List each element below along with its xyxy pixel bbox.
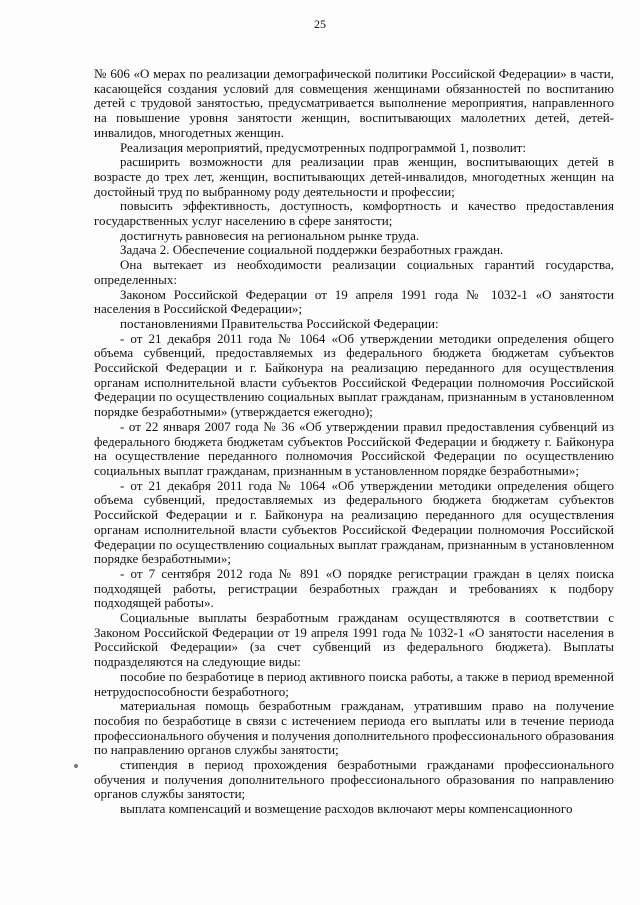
document-body (94, 67, 614, 817)
paragraph: - от 22 января 2007 года № 36 «Об утверждении правил предоставления субвенций из федерального бюджета бюджетам субъектов Российской Федерации и бюджету г. Байконура на осуществление переданного полномочия Российской Федерации по осуществлению социальных выплат гражданам, признанным в установленном порядке безработными»; (94, 418, 614, 478)
paragraph: материальная помощь безработным гражданам, утратившим право на получение пособия по безработице в связи с истечением периода его выплаты или в течение периода профессионального обучения и получения дополнительного профессионального образования по направлению органов службы занятости; (94, 698, 614, 758)
paragraph: пособие по безработице в период активного поиска работы, а также в период временной нетрудоспособности безработного; (94, 668, 614, 699)
paragraph: постановлениями Правительства Российской Федерации: (120, 315, 439, 331)
paragraph: стипендия в период прохождения безработными гражданами профессионального обучения и получения дополнительного профессионального образования по направлению органов службы занятости; (94, 757, 614, 802)
paragraph: - от 21 декабря 2011 года № 1064 «Об утверждении методики определения общего объема субвенций, предоставляемых из федерального бюджета бюджетам субъектов Российской Федерации и г. Байконура на реализацию переданного для осуществления органам исполнительной власти субъектов Российской Федерации полномочия Российской Федерации по осуществлению социальных выплат гражданам, признанным в установленном порядке безработными» (утверждается ежегодно); (94, 330, 614, 420)
page-number: 25 (314, 17, 326, 31)
paragraph: достигнуть равновесия на региональном рынке труда. (120, 227, 420, 243)
paragraph: Реализация мероприятий, предусмотренных подпрограммой 1, позволит: (120, 139, 526, 155)
paragraph: № 606 «О мерах по реализации демографической политики Российской Федерации» в части, касающейся создания условий для совмещения женщинами обязанностей по воспитанию детей с трудовой занятостью, предусматривается выполнение мероприятия, направленного на повышение уровня занятости женщин, воспитывающих малолетних детей, детей-инвалидов, многодетных женщин. (94, 66, 614, 140)
paragraph: - от 21 декабря 2011 года № 1064 «Об утверждении методики определения общего объема субвенций, предоставляемых из федерального бюджета бюджетам субъектов Российской Федерации и г. Байконура на реализацию переданного для осуществления органам исполнительной власти субъектов Российской Федерации полномочия Российской Федерации по осуществлению социальных выплат гражданам, признанным в установленном порядке безработными»; (94, 477, 614, 567)
paragraph: расширить возможности для реализации прав женщин, воспитывающих детей в возрасте до трех лет, женщин, воспитывающих детей-инвалидов, многодетных женщин на достойный труд по выбранному роду деятельности и профессии; (94, 154, 614, 199)
scan-speck (74, 764, 78, 768)
paragraph: Законом Российской Федерации от 19 апреля 1991 года № 1032-1 «О занятости населения в Российской Федерации»; (94, 286, 614, 317)
paragraph: повысить эффективность, доступность, комфортность и качество предоставления государственных услуг населению в сфере занятости; (94, 198, 614, 229)
paragraph: Задача 2. Обеспечение социальной поддержки безработных граждан. (120, 242, 504, 258)
paragraph: Она вытекает из необходимости реализации социальных гарантий государства, определенных: (94, 257, 614, 287)
paragraph: - от 7 сентября 2012 года № 891 «О порядке регистрации граждан в целях поиска подходящей работы, регистрации безработных граждан и требованиях к подбору подходящей работы». (94, 565, 614, 611)
paragraph: Социальные выплаты безработным гражданам осуществляются в соответствии с Законом Российской Федерации от 19 апреля 1991 года № 1032-1 «О занятости населения в Российской Федерации» (за счет субвенций из федерального бюджета). Выплаты подразделяются на следующие виды: (94, 610, 614, 670)
paragraph: выплата компенсаций и возмещение расходов включают меры компенсационного (120, 801, 573, 817)
